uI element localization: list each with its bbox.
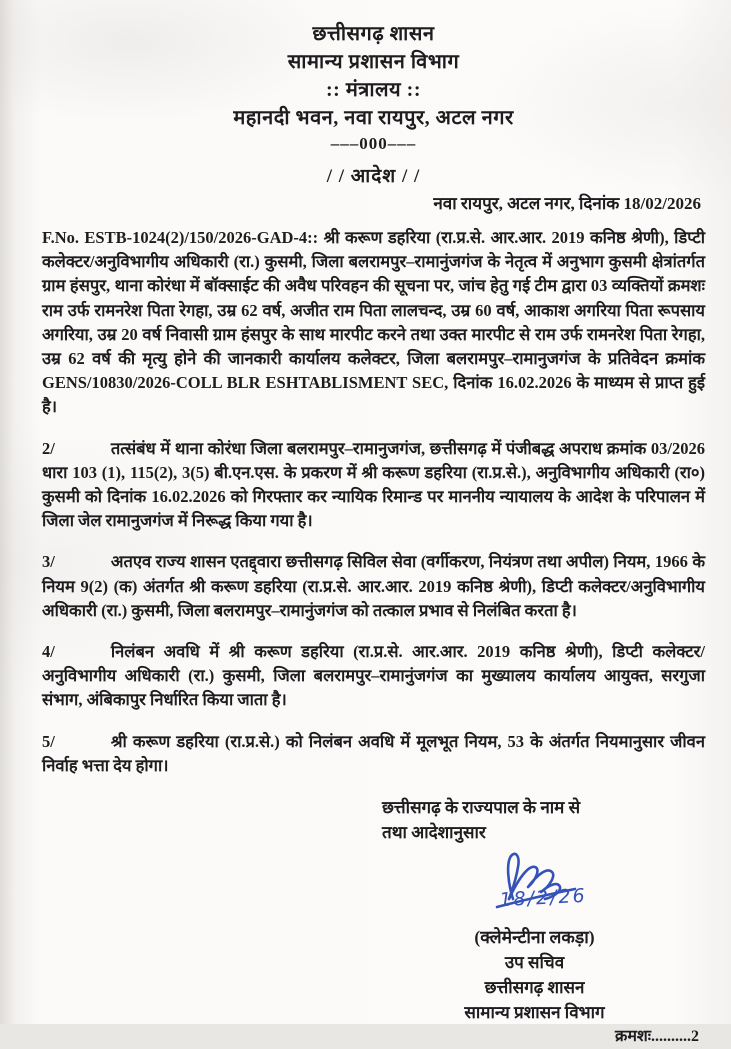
paragraph-4 — [42, 640, 705, 713]
place-and-date: नवा रायपुर, अटल नगर, दिनांक 18/02/2026 — [433, 194, 701, 213]
header-separator: –––000––– — [330, 134, 417, 153]
paragraph-3 — [42, 550, 705, 623]
department-name: सामान्य प्रशासन विभाग — [287, 51, 460, 73]
paragraph-2-number: 2/ — [42, 438, 55, 458]
paragraph-5-text: श्री करूण डहरिया (रा.प्र.से.) को निलंबन अवधि में मूलभूत नियम, 53 के अंतर्गत नियमानुसार जीवन निर्वाह भत्ता देय होगा। — [42, 731, 705, 775]
office-address: महानदी भवन, नवा रायपुर, अटल नगर — [233, 107, 514, 129]
paragraph-5 — [42, 730, 705, 778]
order-body — [42, 226, 705, 778]
paragraph-2 — [42, 437, 705, 534]
paragraph-3-number: 3/ — [42, 552, 55, 572]
paragraph-1-text: श्री करूण डहरिया (रा.प्र.से. आर.आर. 2019 कनिष्ठ श्रेणी), डिप्टी कलेक्टर/अनुविभागीय अधिकारी (रा.) कुसमी, जिला बलरामपुर–रामानुंजगंज के नेतृत्व में अनुभाग कुसमी क्षेत्रांतर्गत ग्राम हंसपुर, थाना कोरंधा में बॉक्साईट की अवैध परिवहन की सूचना पर, जांच हेतु गई टीम द्वारा 03 व्यक्तियों क्रमशः राम उर्फ रामनरेश पिता रेगहा, उम्र 62 वर्ष, अजीत राम पिता लालचन्द, उम्र 60 वर्ष, आकाश अगरिया पिता रूपसाय अगरिया, उम्र 20 वर्ष निवासी ग्राम हंसपुर के साथ मारपीट करने तथा उक्त मारपीट से राम उर्फ रामनरेश पिता रेगहा, उम्र 62 वर्ष की मृत्यु होने की जानकारी कार्यालय कलेक्टर, जिला बलरामपुर–रामानुजगंज के प्रतिवेदन क्रमांक GENS/10830/2026-COLL BLR ESHTABLISMENT SEC, दिनांक 16.02.2026 के माध्यम से प्राप्त हुई है। — [42, 228, 705, 417]
paragraph-1 — [42, 226, 705, 420]
paragraph-4-text: निलंबन अवधि में श्री करूण डहरिया (रा.प्र.से. आर.आर. 2019 कनिष्ठ श्रेणी), डिप्टी कलेक्टर/अनुविभागीय अधिकारी (रा.) कुसमी, जिला बलरामपुर–रामानुंजगंज का मुख्यालय कार्यालय आयुक्त, सरगुजा संभाग, अंबिकापुर निर्धारित किया जाता है। — [42, 642, 705, 710]
handwritten-date: 18/2/26 — [498, 884, 587, 912]
order-title: / / आदेश / / — [326, 166, 421, 187]
paragraph-3-text: अतएव राज्य शासन एतद्द्वारा छत्तीसगढ़ सिविल सेवा (वर्गीकरण, नियंत्रण तथा अपील) नियम, 1966 के नियम 9(2) (क) अंतर्गत श्री करूण डहरिया (रा.प्र.से. आर.आर. 2019 कनिष्ठ श्रेणी), डिप्टी कलेक्टर/अनुविभागीय अधिकारी (रा.) कुसमी, जिला बलरामपुर–रामानुंजगंज को तत्काल प्रभाव से निलंबित करता है। — [42, 552, 705, 620]
government-name: छत्तीसगढ़ शासन — [312, 23, 435, 45]
signatory-org-line-2: सामान्य प्रशासन विभाग — [464, 1003, 605, 1023]
document-header — [42, 20, 705, 190]
paragraph-4-number: 4/ — [42, 642, 55, 662]
file-number: F.No. ESTB-1024(2)/150/2026-GAD-4:: — [42, 228, 319, 247]
continuation-page-marker: क्रमशः..........2 — [615, 1028, 699, 1046]
paragraph-2-text: तत्संबंध में थाना कोरंधा जिला बलरामपुर–रामानुजगंज, छत्तीसगढ़ में पंजीबद्ध अपराध क्रमांक 03/2026 धारा 103 (1), 115(2), 3(5) बी.एन.एस. के प्रकरण में श्री करूण डहरिया (रा.प्र.से.), अनुविभागीय अधिकारी (रा०) कुसमी को दिनांक 16.02.2026 को गिरफ्तार कर न्यायिक रिमान्ड पर माननीय न्यायालय के आदेश के परिपालन में जिला जेल रामानुजगंज में निरूद्ध किया गया है। — [42, 438, 705, 531]
authority-line-2: तथा आदेशानुसार — [382, 823, 486, 843]
paragraph-5-number: 5/ — [42, 731, 55, 751]
signature-block — [382, 795, 687, 1025]
signatory-org-line-1: छत्तीसगढ़ शासन — [484, 978, 585, 998]
signature-ink-area — [412, 847, 687, 921]
ministry-label: :: मंत्रालय :: — [326, 79, 421, 101]
authority-line-1: छत्तीसगढ़ के राज्यपाल के नाम से — [382, 798, 581, 818]
signatory-name: (क्लेमेन्टीना लकड़ा) — [474, 927, 595, 948]
signatory-designation: उप सचिव — [504, 953, 565, 973]
